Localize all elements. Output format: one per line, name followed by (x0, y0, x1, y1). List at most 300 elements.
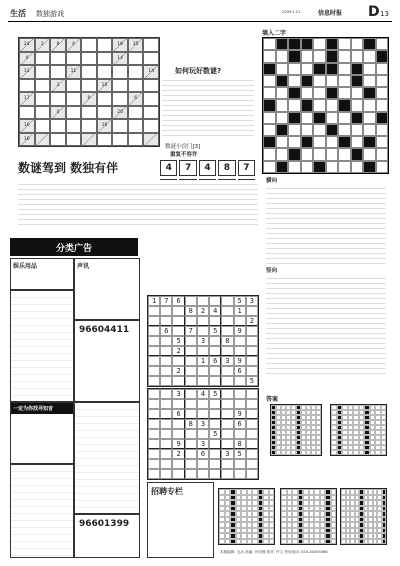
crossword-cell (376, 63, 389, 75)
crossword-cell (313, 87, 326, 99)
sudoku-cell: 3 (197, 419, 209, 429)
tip-subtitle: 重复不容许 (170, 152, 198, 158)
sudoku-cell: 1 (148, 296, 160, 306)
crossword-cell (276, 87, 289, 99)
sudoku-cell (246, 459, 258, 469)
kakuro-empty-cell (112, 92, 128, 106)
kakuro-empty-cell (97, 38, 113, 52)
sudoku-cell (172, 326, 184, 336)
answer-cell (382, 539, 387, 545)
sudoku-cell (185, 366, 197, 376)
sudoku-cell (221, 469, 233, 479)
sudoku-cell (209, 439, 221, 449)
sudoku-cell (160, 356, 172, 366)
sudoku-cell (148, 409, 160, 419)
answer-cell (269, 539, 275, 545)
crossword-cell (301, 63, 314, 75)
crossword-cell (263, 75, 276, 87)
ad-phone-1 (74, 320, 140, 402)
sudoku-grid-2 (147, 388, 259, 480)
kakuro-empty-cell (128, 79, 144, 93)
crossword-cell (326, 136, 339, 148)
crossword-cell (313, 124, 326, 136)
sudoku-cell (160, 306, 172, 316)
crossword-cell (301, 75, 314, 87)
kakuro-empty-cell (112, 79, 128, 93)
sudoku-cell (246, 346, 258, 356)
sudoku-cell: 2 (172, 366, 184, 376)
kakuro-empty-cell (112, 133, 128, 147)
kakuro-empty-cell (19, 79, 35, 93)
crossword-cell (326, 99, 339, 111)
crossword-cell (351, 99, 364, 111)
sudoku-cell (160, 439, 172, 449)
sudoku-cell: 7 (185, 326, 197, 336)
sudoku-cell (185, 449, 197, 459)
sudoku-grid-1 (147, 295, 259, 387)
crossword-cell (276, 124, 289, 136)
sudoku-cell (197, 469, 209, 479)
sudoku-cell (246, 326, 258, 336)
down-heading: 竖向 (266, 268, 278, 274)
ad-sale (10, 402, 74, 464)
crossword-cell (301, 87, 314, 99)
sudoku-cell (246, 306, 258, 316)
sudoku-cell (246, 429, 258, 439)
crossword-cell (351, 38, 364, 50)
paper-name: 信息时报 (318, 10, 343, 17)
sudoku-cell (160, 346, 172, 356)
sudoku-cell (246, 399, 258, 409)
crossword-cell (376, 161, 389, 173)
crossword-cell (288, 50, 301, 62)
sudoku-cell (185, 356, 197, 366)
kakuro-empty-cell (66, 52, 82, 66)
kakuro-empty-cell (128, 52, 144, 66)
kakuro-clue-cell: 3 (50, 79, 66, 93)
crossword-cell (351, 136, 364, 148)
sudoku-cell (185, 376, 197, 386)
sudoku-cell (160, 366, 172, 376)
kakuro-empty-cell (66, 92, 82, 106)
kakuro-clue-cell: 4 (50, 106, 66, 120)
kakuro-clue-cell (143, 133, 159, 147)
sudoku-cell (160, 429, 172, 439)
crossword-cell (363, 124, 376, 136)
kakuro-empty-cell (112, 65, 128, 79)
ad-ent-label: 娱乐用品 (13, 263, 38, 270)
crossword-cell (351, 161, 364, 173)
kakuro-empty-cell (143, 52, 159, 66)
crossword-cell (313, 136, 326, 148)
crossword-cell (301, 112, 314, 124)
sudoku-cell (221, 316, 233, 326)
kakuro-empty-cell (143, 79, 159, 93)
sudoku-cell (221, 376, 233, 386)
crossword-title: 填入二字 (262, 30, 287, 37)
kakuro-empty-cell (50, 52, 66, 66)
crossword-cell (351, 75, 364, 87)
sudoku-cell (160, 409, 172, 419)
ad-column-2 (10, 464, 74, 558)
kakuro-empty-cell (128, 65, 144, 79)
kakuro-empty-cell (66, 119, 82, 133)
sudoku-cell (160, 469, 172, 479)
crossword-cell (313, 38, 326, 50)
sudoku-cell (221, 409, 233, 419)
crossword-cell (338, 112, 351, 124)
kakuro-clue-cell: 8 (50, 38, 66, 52)
kakuro-empty-cell (35, 52, 51, 66)
crossword-cell (288, 136, 301, 148)
answer-cell (331, 539, 337, 545)
kakuro-empty-cell (143, 106, 159, 120)
sudoku-cell: 6 (172, 296, 184, 306)
crossword-cell (301, 136, 314, 148)
kakuro-empty-cell (81, 65, 97, 79)
crossword-cell (376, 87, 389, 99)
sudoku-cell (185, 336, 197, 346)
crossword-cell (288, 87, 301, 99)
sudoku-cell (148, 336, 160, 346)
kakuro-empty-cell (35, 79, 51, 93)
sudoku-cell: 2 (246, 316, 258, 326)
ad-lights-label: 声讯 (77, 263, 90, 270)
crossword-cell (263, 136, 276, 148)
sudoku-cell: 9 (234, 409, 246, 419)
sudoku-cell (209, 366, 221, 376)
subsection-name: 数独游戏 (36, 10, 64, 18)
crossword-cell (313, 112, 326, 124)
sudoku-cell (160, 419, 172, 429)
sudoku-cell (234, 399, 246, 409)
sudoku-cell (197, 459, 209, 469)
crossword-cell (363, 87, 376, 99)
sudoku-cell (197, 346, 209, 356)
kakuro-empty-cell (112, 119, 128, 133)
crossword-cell (363, 112, 376, 124)
answer-cell (316, 450, 321, 455)
crossword-cell (363, 38, 376, 50)
crossword-cell (338, 87, 351, 99)
tip-cell: 8 (218, 160, 235, 176)
sudoku-cell (209, 316, 221, 326)
crossword-cell (263, 161, 276, 173)
crossword-cell (351, 87, 364, 99)
crossword-cell (301, 99, 314, 111)
kakuro-clue-cell (35, 133, 51, 147)
kakuro-empty-cell (66, 79, 82, 93)
crossword-cell (351, 63, 364, 75)
sudoku-cell (172, 306, 184, 316)
kakuro-empty-cell (97, 133, 113, 147)
sudoku-cell (185, 429, 197, 439)
sudoku-cell: 9 (172, 439, 184, 449)
kakuro-empty-cell (66, 106, 82, 120)
ad-lights (74, 258, 140, 320)
sudoku-cell (234, 376, 246, 386)
sudoku-cell (197, 399, 209, 409)
sudoku-cell (160, 316, 172, 326)
sudoku-cell (172, 429, 184, 439)
crossword-cell (313, 99, 326, 111)
kakuro-clue-cell: 17 (19, 92, 35, 106)
kakuro-empty-cell (97, 52, 113, 66)
answer-grid-5 (340, 488, 387, 545)
kakuro-empty-cell (128, 119, 144, 133)
crossword-cell (288, 161, 301, 173)
sudoku-cell (148, 419, 160, 429)
kakuro-clue-cell: 4 (19, 52, 35, 66)
ad-column-3 (74, 402, 140, 514)
footer-credits: 本版编辑: 毛冰 美编: 肖佳楠 校对: 许文 热线电话: 020-34093066 (220, 550, 328, 554)
crossword-cell (263, 38, 276, 50)
crossword-cell (263, 50, 276, 62)
sudoku-cell: 3 (197, 336, 209, 346)
crossword-cell (376, 112, 389, 124)
crossword-cell (301, 38, 314, 50)
sudoku-cell: 2 (197, 306, 209, 316)
sudoku-cell (197, 366, 209, 376)
crossword-cell (326, 87, 339, 99)
tip-cell: 7 (238, 160, 255, 176)
crossword-cell (326, 50, 339, 62)
sudoku-cell (160, 399, 172, 409)
kakuro-clue-cell: 24 (19, 38, 35, 52)
kakuro-empty-cell (35, 92, 51, 106)
sudoku-cell (148, 316, 160, 326)
crossword-cell (288, 148, 301, 160)
crossword-cell (263, 112, 276, 124)
sudoku-cell (209, 346, 221, 356)
kakuro-empty-cell (81, 79, 97, 93)
sudoku-cell: 8 (221, 336, 233, 346)
crossword-cell (263, 63, 276, 75)
kakuro-empty-cell (50, 133, 66, 147)
date: 2009.2.21 (282, 10, 301, 14)
sudoku-cell (185, 469, 197, 479)
sudoku-cell (148, 326, 160, 336)
sudoku-cell: 5 (234, 296, 246, 306)
crossword-cell (338, 124, 351, 136)
crossword-cell (276, 63, 289, 75)
crossword-cell (288, 112, 301, 124)
sudoku-cell: 8 (185, 419, 197, 429)
ad-column-1 (10, 290, 74, 402)
sudoku-cell (221, 439, 233, 449)
kakuro-empty-cell (35, 119, 51, 133)
answers-title: 答案 (266, 396, 279, 403)
sudoku-cell: 4 (209, 306, 221, 316)
sudoku-cell (172, 459, 184, 469)
sudoku-cell (197, 326, 209, 336)
sudoku-cell: 5 (209, 429, 221, 439)
crossword-cell (363, 63, 376, 75)
sudoku-cell: 9 (234, 356, 246, 366)
crossword-cell (363, 148, 376, 160)
main-title: 数谜驾到 数独有伴 (18, 161, 119, 175)
kakuro-empty-cell (128, 106, 144, 120)
sudoku-cell (172, 376, 184, 386)
crossword-cell (351, 50, 364, 62)
crossword-cell (313, 50, 326, 62)
kakuro-empty-cell (81, 106, 97, 120)
kakuro-empty-cell (35, 65, 51, 79)
crossword-cell (301, 124, 314, 136)
sudoku-cell (246, 439, 258, 449)
sudoku-cell (246, 336, 258, 346)
crossword-cell (276, 75, 289, 87)
sudoku-cell: 6 (172, 409, 184, 419)
sudoku-cell (221, 326, 233, 336)
sudoku-cell (148, 449, 160, 459)
crossword-cell (363, 75, 376, 87)
tip-title: 数谜小窍门[3] (165, 144, 201, 150)
ad-ent (10, 258, 74, 290)
answer-grid-4 (280, 488, 337, 545)
tip-cell: 4 (199, 160, 216, 176)
crossword-cell (263, 87, 276, 99)
sudoku-cell (209, 376, 221, 386)
kakuro-empty-cell (19, 106, 35, 120)
crossword-cell (376, 136, 389, 148)
ad-jobs (147, 482, 214, 558)
intro-text-block (162, 76, 254, 136)
sudoku-cell (234, 316, 246, 326)
sudoku-cell (246, 409, 258, 419)
sudoku-cell: 5 (234, 449, 246, 459)
phone-1: 96604411 (79, 325, 130, 335)
answer-grid-1 (270, 404, 322, 456)
sudoku-cell: 6 (234, 419, 246, 429)
sudoku-cell: 1 (197, 356, 209, 366)
sudoku-cell (209, 409, 221, 419)
crossword-cell (288, 38, 301, 50)
kakuro-empty-cell (143, 38, 159, 52)
kakuro-clue-cell: 31 (19, 65, 35, 79)
crossword-cell (363, 161, 376, 173)
sudoku-cell (185, 399, 197, 409)
kakuro-clue-cell: 4 (66, 38, 82, 52)
sudoku-cell: 9 (234, 326, 246, 336)
crossword-cell (338, 161, 351, 173)
kakuro-clue-cell: 10 (97, 79, 113, 93)
sudoku-cell: 6 (197, 449, 209, 459)
kakuro-clue-cell: 16 (97, 119, 113, 133)
kakuro-clue-cell: 35 (128, 38, 144, 52)
kakuro-empty-cell (143, 119, 159, 133)
crossword-cell (313, 75, 326, 87)
ads-banner: 分类广告 (10, 238, 138, 256)
kakuro-empty-cell (128, 133, 144, 147)
crossword-cell (338, 99, 351, 111)
crossword-cell (363, 136, 376, 148)
sudoku-cell (209, 399, 221, 409)
sudoku-cell: 8 (185, 306, 197, 316)
crossword-cell (313, 148, 326, 160)
sudoku-cell: 8 (234, 439, 246, 449)
sudoku-cell (148, 399, 160, 409)
phone-2: 96601399 (79, 519, 130, 529)
kakuro-clue-cell: 2 (35, 38, 51, 52)
kakuro-clue-cell (81, 133, 97, 147)
kakuro-empty-cell (35, 106, 51, 120)
page-letter: D (368, 4, 380, 20)
answer-grid-2 (330, 404, 387, 456)
kakuro-empty-cell (97, 106, 113, 120)
sudoku-cell (148, 356, 160, 366)
kakuro-empty-cell (97, 92, 113, 106)
kakuro-empty-cell (50, 119, 66, 133)
sudoku-cell (160, 389, 172, 399)
sudoku-cell (148, 346, 160, 356)
across-heading: 横向 (266, 178, 278, 184)
crossword-cell (326, 124, 339, 136)
crossword-grid (262, 37, 389, 174)
crossword-cell (263, 148, 276, 160)
sudoku-cell (234, 459, 246, 469)
crossword-cell (276, 99, 289, 111)
sudoku-cell (234, 429, 246, 439)
sudoku-cell (221, 429, 233, 439)
sudoku-cell (209, 469, 221, 479)
sudoku-cell (148, 459, 160, 469)
crossword-cell (288, 99, 301, 111)
sudoku-cell (185, 459, 197, 469)
article-text (18, 180, 258, 225)
sudoku-cell: 3 (221, 449, 233, 459)
sudoku-cell (172, 419, 184, 429)
sudoku-cell (148, 376, 160, 386)
crossword-cell (301, 50, 314, 62)
crossword-cell (288, 63, 301, 75)
crossword-cell (276, 161, 289, 173)
kakuro-empty-cell (81, 119, 97, 133)
sudoku-cell: 5 (209, 326, 221, 336)
kakuro-empty-cell (97, 65, 113, 79)
ad-sale-label: 一定为你找寻知音 (11, 403, 73, 414)
sudoku-cell (197, 429, 209, 439)
sudoku-cell (148, 306, 160, 316)
crossword-cell (376, 148, 389, 160)
sudoku-cell (221, 296, 233, 306)
sudoku-cell (221, 419, 233, 429)
sudoku-cell (185, 316, 197, 326)
kakuro-clue-cell: 16 (112, 38, 128, 52)
ad-phone-2 (74, 514, 140, 558)
crossword-cell (276, 50, 289, 62)
sudoku-cell (197, 296, 209, 306)
kakuro-clue-cell: 20 (112, 106, 128, 120)
kakuro-empty-cell (50, 65, 66, 79)
sudoku-cell: 7 (160, 296, 172, 306)
crossword-cell (288, 124, 301, 136)
crossword-cell (301, 148, 314, 160)
crossword-cell (326, 75, 339, 87)
crossword-cell (338, 50, 351, 62)
sudoku-cell (148, 439, 160, 449)
crossword-cell (376, 75, 389, 87)
sudoku-cell (172, 469, 184, 479)
crossword-cell (326, 63, 339, 75)
crossword-cell (351, 112, 364, 124)
sudoku-cell (197, 409, 209, 419)
crossword-cell (301, 161, 314, 173)
sudoku-cell (246, 356, 258, 366)
answer-cell (381, 450, 387, 455)
crossword-cell (276, 112, 289, 124)
sudoku-cell (148, 469, 160, 479)
